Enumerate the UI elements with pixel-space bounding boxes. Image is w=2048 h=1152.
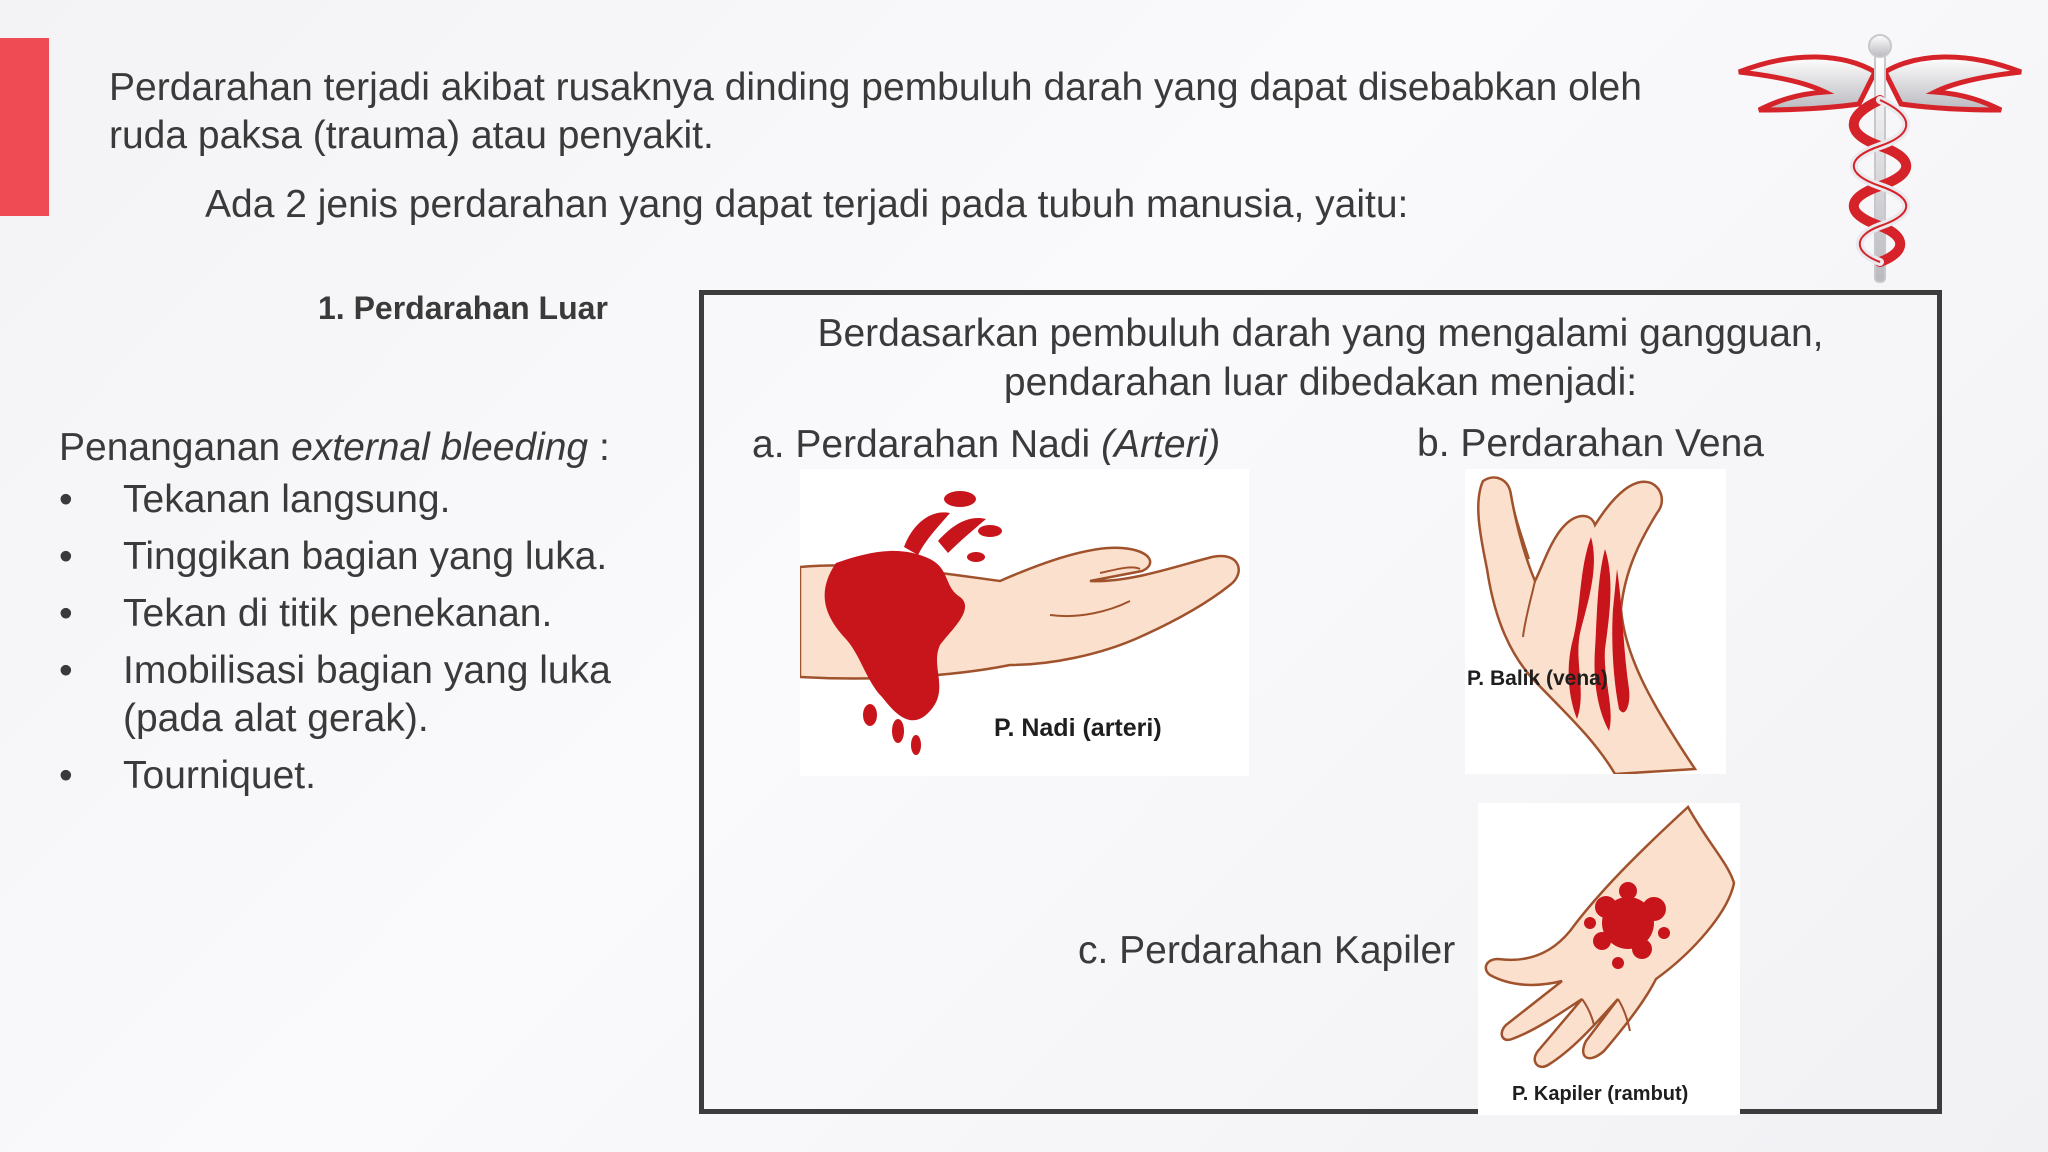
capillary-bleeding-label: c. Perdarahan Kapiler xyxy=(1078,929,1456,972)
arterial-bleeding-label xyxy=(752,421,1220,469)
handling-title-suffix: : xyxy=(588,426,610,469)
caduceus-icon xyxy=(1735,24,2025,286)
list-item: • Tinggikan bagian yang luka. xyxy=(59,533,659,581)
classification-heading xyxy=(704,309,1937,407)
classification-box xyxy=(699,290,1942,1114)
accent-bar xyxy=(0,38,49,216)
handling-title-emphasis: external bleeding xyxy=(291,426,589,469)
capillary-bleeding-illustration xyxy=(1478,803,1740,1115)
venous-bleeding-label: b. Perdarahan Vena xyxy=(1417,422,1764,465)
venous-caption: P. Balik (vena) xyxy=(1467,667,1608,690)
list-item: • Tekan di titik penekanan. xyxy=(59,590,659,638)
arterial-bleeding-illustration xyxy=(800,469,1249,776)
classification-heading-line1: Berdasarkan pembuluh darah yang mengalami gangguan, xyxy=(817,312,1824,355)
section-heading: 1. Perdarahan Luar xyxy=(318,290,608,326)
capillary-caption: P. Kapiler (rambut) xyxy=(1512,1083,1689,1105)
arterial-label-emphasis: (Arteri) xyxy=(1101,423,1221,466)
lead-sentence: Ada 2 jenis perdarahan yang dapat terjadi pada tubuh manusia, yaitu: xyxy=(205,183,1409,226)
venous-bleeding-illustration xyxy=(1465,469,1726,774)
arterial-caption: P. Nadi (arteri) xyxy=(994,714,1162,742)
arterial-label-prefix: a. Perdarahan Nadi xyxy=(752,423,1102,466)
intro-paragraph: Perdarahan terjadi akibat rusaknya dinding pembuluh darah yang dapat disebabkan oleh ruda paksa (trauma) atau penyakit. xyxy=(109,66,1642,157)
list-item: • Tekanan langsung. xyxy=(59,476,659,524)
handling-title xyxy=(59,424,610,472)
classification-heading-line2: pendarahan luar dibedakan menjadi: xyxy=(1003,361,1638,404)
list-item: • Imobilisasi bagian yang luka (pada alat gerak). xyxy=(59,647,659,743)
handling-list xyxy=(59,476,659,809)
list-item: • Tourniquet. xyxy=(59,752,659,800)
handling-title-prefix: Penanganan xyxy=(59,426,292,469)
